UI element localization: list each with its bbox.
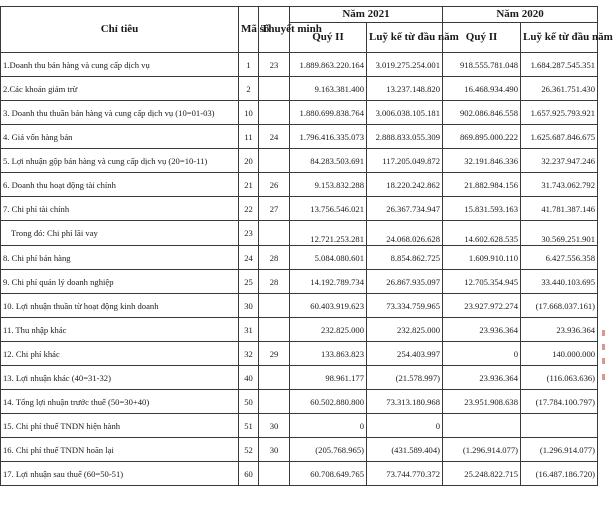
row-q2-2021: 1.796.416.335.073 [290,125,367,149]
row-code: 52 [239,438,259,462]
row-note: 24 [259,125,290,149]
row-ytd-2021: (21.578.997) [367,366,443,390]
row-ytd-2021: 73.744.770.372 [367,462,443,486]
table-row [1,53,598,77]
row-label: 16. Chi phí thuế TNDN hoãn lại [1,438,239,462]
row-note [259,318,290,342]
row-q2-2021: 12.721.253.281 [290,221,367,246]
row-q2-2020: 902.086.846.558 [443,101,521,125]
row-q2-2021: 5.084.080.601 [290,246,367,270]
row-ytd-2021: 24.068.026.628 [367,221,443,246]
row-q2-2020: 25.248.822.715 [443,462,521,486]
row-note: 28 [259,246,290,270]
row-ytd-2021: 3.019.275.254.001 [367,53,443,77]
row-label: 2.Các khoản giảm trừ [1,77,239,101]
row-q2-2021: (205.768.965) [290,438,367,462]
row-label: 15. Chi phí thuế TNDN hiện hành [1,414,239,438]
row-q2-2020: 869.895.000.222 [443,125,521,149]
row-q2-2020: 15.831.593.163 [443,197,521,221]
row-ytd-2020: (16.487.186.720) [521,462,598,486]
row-ytd-2021: 0 [367,414,443,438]
row-ytd-2021: 232.825.000 [367,318,443,342]
row-label: 11. Thu nhập khác [1,318,239,342]
table-row [1,246,598,270]
row-label: 6. Doanh thu hoạt động tài chính [1,173,239,197]
row-q2-2020: 918.555.781.048 [443,53,521,77]
row-ytd-2020: 1.625.687.846.675 [521,125,598,149]
row-q2-2020: 14.602.628.535 [443,221,521,246]
row-label: 3. Doanh thu thuần bán hàng và cung cấp dịch vụ (10=01-03) [1,101,239,125]
row-q2-2020 [443,414,521,438]
row-ytd-2020: 30.569.251.901 [521,221,598,246]
row-q2-2021: 9.163.381.400 [290,77,367,101]
row-ytd-2020: 32.237.947.246 [521,149,598,173]
row-q2-2020: 23.927.972.274 [443,294,521,318]
table-row [1,294,598,318]
row-q2-2021: 1.880.699.838.764 [290,101,367,125]
header-ytd-2021: Luỹ kế từ đầu năm [367,23,443,53]
row-note [259,462,290,486]
row-code: 24 [239,246,259,270]
row-note [259,149,290,173]
row-note: 28 [259,270,290,294]
table-row [1,366,598,390]
header-q2-2021: Quý II [290,23,367,53]
row-q2-2020: 0 [443,342,521,366]
row-ytd-2020: 33.440.103.695 [521,270,598,294]
row-q2-2020: (1.296.914.077) [443,438,521,462]
row-ytd-2020: (17.784.100.797) [521,390,598,414]
row-ytd-2021: 18.220.242.862 [367,173,443,197]
table-row [1,125,598,149]
row-label: 1.Doanh thu bán hàng và cung cấp dịch vụ [1,53,239,77]
row-ytd-2021: 117.205.049.872 [367,149,443,173]
table-row [1,390,598,414]
table-row [1,221,598,246]
row-code: 20 [239,149,259,173]
row-ytd-2021: 13.237.148.820 [367,77,443,101]
header-q2-2020: Quý II [443,23,521,53]
margin-stamp-fragment [602,330,608,390]
row-code: 11 [239,125,259,149]
row-ytd-2020: 1.657.925.793.921 [521,101,598,125]
row-ytd-2020 [521,414,598,438]
row-ytd-2021: 2.888.833.055.309 [367,125,443,149]
row-code: 23 [239,221,259,246]
table-row [1,462,598,486]
row-code: 60 [239,462,259,486]
row-note: 30 [259,438,290,462]
header-code: Mã số [239,7,259,53]
row-label: 10. Lợi nhuận thuần từ hoạt động kinh doanh [1,294,239,318]
table-row [1,197,598,221]
row-note: 29 [259,342,290,366]
row-q2-2020: 32.191.846.336 [443,149,521,173]
row-ytd-2020: 31.743.062.792 [521,173,598,197]
row-ytd-2021: 73.334.759.965 [367,294,443,318]
row-ytd-2020: 6.427.556.358 [521,246,598,270]
header-year-2021: Năm 2021 [290,7,443,23]
row-ytd-2021: 3.006.038.105.181 [367,101,443,125]
row-code: 31 [239,318,259,342]
row-note [259,390,290,414]
row-q2-2021: 9.153.832.288 [290,173,367,197]
table-row [1,438,598,462]
row-q2-2021: 84.283.503.691 [290,149,367,173]
row-ytd-2020: (116.063.636) [521,366,598,390]
row-code: 25 [239,270,259,294]
row-label: 12. Chi phí khác [1,342,239,366]
row-label: 4. Giá vốn hàng bán [1,125,239,149]
row-ytd-2021: 8.854.862.725 [367,246,443,270]
income-statement-table [0,6,613,486]
table-row [1,318,598,342]
row-code: 10 [239,101,259,125]
row-label: 13. Lợi nhuận khác (40=31-32) [1,366,239,390]
row-note [259,77,290,101]
row-label: 5. Lợi nhuận gộp bán hàng và cung cấp dịch vụ (20=10-11) [1,149,239,173]
row-q2-2020: 21.882.984.156 [443,173,521,197]
row-q2-2021: 14.192.789.734 [290,270,367,294]
row-label: Trong đó: Chi phí lãi vay [1,221,239,246]
row-note [259,366,290,390]
row-q2-2021: 0 [290,414,367,438]
row-q2-2020: 12.705.354.945 [443,270,521,294]
table-row [1,149,598,173]
row-label: 14. Tổng lợi nhuận trước thuế (50=30+40) [1,390,239,414]
row-note [259,221,290,246]
row-note [259,101,290,125]
row-q2-2020: 23.936.364 [443,366,521,390]
row-ytd-2020: 23.936.364 [521,318,598,342]
row-ytd-2021: 73.313.180.968 [367,390,443,414]
row-ytd-2021: 26.867.935.097 [367,270,443,294]
row-label: 9. Chi phí quản lý doanh nghiệp [1,270,239,294]
row-q2-2021: 60.502.880.800 [290,390,367,414]
table-row [1,342,598,366]
row-ytd-2021: 26.367.734.947 [367,197,443,221]
row-note: 30 [259,414,290,438]
row-q2-2021: 133.863.823 [290,342,367,366]
table-row [1,270,598,294]
row-code: 22 [239,197,259,221]
row-label: 7. Chi phí tài chính [1,197,239,221]
table-row [1,414,598,438]
row-code: 30 [239,294,259,318]
row-q2-2021: 13.756.546.021 [290,197,367,221]
row-q2-2021: 60.403.919.623 [290,294,367,318]
row-code: 21 [239,173,259,197]
row-ytd-2020: 140.000.000 [521,342,598,366]
table-row [1,173,598,197]
row-code: 40 [239,366,259,390]
row-q2-2021: 60.708.649.765 [290,462,367,486]
row-q2-2021: 232.825.000 [290,318,367,342]
row-q2-2020: 23.951.908.638 [443,390,521,414]
row-code: 1 [239,53,259,77]
table-row [1,77,598,101]
row-code: 32 [239,342,259,366]
row-q2-2021: 98.961.177 [290,366,367,390]
row-note: 27 [259,197,290,221]
row-note: 23 [259,53,290,77]
table-row [1,101,598,125]
row-ytd-2020: 26.361.751.430 [521,77,598,101]
row-note: 26 [259,173,290,197]
table-header [1,7,613,53]
row-ytd-2020: 1.684.287.545.351 [521,53,598,77]
header-note: Thuyết minh [259,7,290,53]
row-ytd-2021: 254.403.997 [367,342,443,366]
row-code: 2 [239,77,259,101]
header-year-2020: Năm 2020 [443,7,598,23]
row-q2-2021: 1.889.863.220.164 [290,53,367,77]
row-ytd-2020: (17.668.037.161) [521,294,598,318]
row-q2-2020: 1.609.910.110 [443,246,521,270]
header-ytd-2020: Luỹ kế từ đầu năm [521,23,598,53]
table-body [1,53,598,486]
row-code: 50 [239,390,259,414]
row-q2-2020: 23.936.364 [443,318,521,342]
row-ytd-2021: (431.589.404) [367,438,443,462]
row-label: 8. Chi phí bán hàng [1,246,239,270]
row-label: 17. Lợi nhuận sau thuế (60=50-51) [1,462,239,486]
row-ytd-2020: 41.781.387.146 [521,197,598,221]
row-note [259,294,290,318]
row-code: 51 [239,414,259,438]
row-ytd-2020: (1.296.914.077) [521,438,598,462]
row-q2-2020: 16.468.934.490 [443,77,521,101]
header-item: Chỉ tiêu [1,7,239,53]
